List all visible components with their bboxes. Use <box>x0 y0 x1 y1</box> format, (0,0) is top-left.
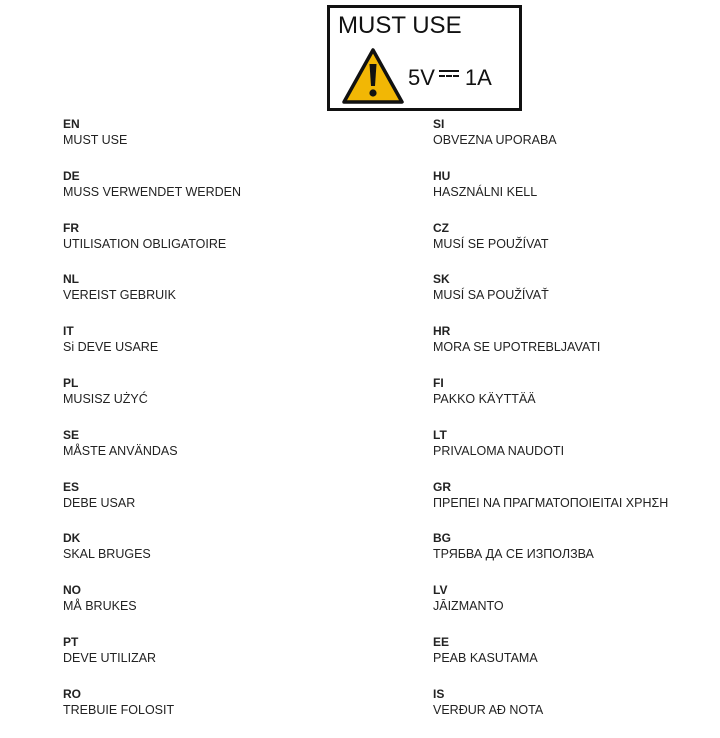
list-item <box>63 479 241 531</box>
language-code: IT <box>63 324 74 339</box>
list-item <box>63 375 241 427</box>
list-item <box>433 479 668 531</box>
language-text: PRIVALOMA NAUDOTI <box>433 443 565 458</box>
list-item <box>433 582 668 634</box>
label-title: MUST USE <box>338 12 462 39</box>
language-text: TREBUIE FOLOSIT <box>63 702 175 717</box>
language-code: SI <box>433 117 445 131</box>
language-code: RO <box>63 686 81 701</box>
language-list-right <box>433 116 668 738</box>
list-item <box>63 116 241 168</box>
language-list-left <box>63 116 241 738</box>
language-text: VERÐUR AÐ NOTA <box>433 702 544 717</box>
language-text: PAKKO KÄYTTÄÄ <box>433 391 536 406</box>
list-item <box>433 271 668 323</box>
language-code: EE <box>433 634 450 649</box>
list-item <box>63 220 241 272</box>
language-text: JĀIZMANTO <box>433 599 504 614</box>
language-text: VEREIST GEBRUIK <box>63 288 176 303</box>
language-text: ΠΡΕΠΕΙ ΝΑ ΠΡΑΓΜΑΤΟΠΟΙΕΙΤΑΙ ΧΡΗΣΗ <box>433 495 669 510</box>
language-code: ES <box>63 479 80 494</box>
language-code: HU <box>433 168 451 183</box>
list-item <box>63 634 241 686</box>
language-text: MUST USE <box>63 133 128 147</box>
language-code: FR <box>63 220 79 235</box>
list-item <box>63 686 241 738</box>
language-text: SKAL BRUGES <box>63 547 151 562</box>
language-code: DK <box>63 531 81 546</box>
language-code: PL <box>63 375 79 390</box>
list-item <box>63 271 241 323</box>
language-text: MUSISZ UŻYĆ <box>63 391 148 406</box>
language-code: CZ <box>433 220 449 235</box>
dc-current-icon <box>439 70 459 80</box>
language-text: ТРЯБВА ДА СЕ ИЗПОЛЗВА <box>433 547 594 562</box>
list-item <box>433 530 668 582</box>
language-text: Si DEVE USARE <box>63 340 159 355</box>
language-code: NO <box>63 583 81 598</box>
list-item <box>433 686 668 738</box>
list-item <box>433 323 668 375</box>
language-code: FI <box>433 375 444 390</box>
language-code: SK <box>433 272 450 287</box>
language-code: HR <box>433 324 451 339</box>
language-text: MÅSTE ANVÄNDAS <box>63 443 178 458</box>
language-text: DEVE UTILIZAR <box>63 650 157 665</box>
language-code: SE <box>63 427 80 442</box>
language-text: DEBE USAR <box>63 495 136 510</box>
list-item <box>433 427 668 479</box>
language-text: MUSÍ SA POUŽÍVAŤ <box>433 288 549 303</box>
warning-triangle-icon <box>341 47 405 105</box>
language-code: LT <box>433 427 447 442</box>
list-item <box>63 168 241 220</box>
list-item <box>433 168 668 220</box>
list-item <box>433 220 668 272</box>
language-text: PEAB KASUTAMA <box>433 650 538 665</box>
language-text: UTILISATION OBLIGATOIRE <box>63 236 227 251</box>
language-text: MUSÍ SE POUŽÍVAT <box>433 236 549 251</box>
language-text: MORA SE UPOTREBLJAVATI <box>433 340 601 355</box>
list-item <box>63 582 241 634</box>
language-text: MÅ BRUKES <box>63 599 137 614</box>
language-text: HASZNÁLNI KELL <box>433 184 538 199</box>
language-code: LV <box>433 583 448 598</box>
list-item <box>433 116 668 168</box>
language-code: DE <box>63 168 80 183</box>
language-text: MUSS VERWENDET WERDEN <box>63 184 242 199</box>
language-text: OBVEZNA UPORABA <box>433 133 557 147</box>
language-code: IS <box>433 686 445 701</box>
language-code: PT <box>63 634 79 649</box>
power-rating <box>408 63 492 93</box>
voltage-value: 5V <box>408 65 435 90</box>
language-code: GR <box>433 479 451 494</box>
list-item <box>433 634 668 686</box>
list-item <box>63 323 241 375</box>
language-code: EN <box>63 117 80 131</box>
language-code: NL <box>63 272 79 287</box>
must-use-label <box>327 5 522 111</box>
list-item <box>63 530 241 582</box>
list-item <box>63 427 241 479</box>
list-item <box>433 375 668 427</box>
current-value: 1A <box>464 65 492 90</box>
language-code: BG <box>433 531 451 546</box>
